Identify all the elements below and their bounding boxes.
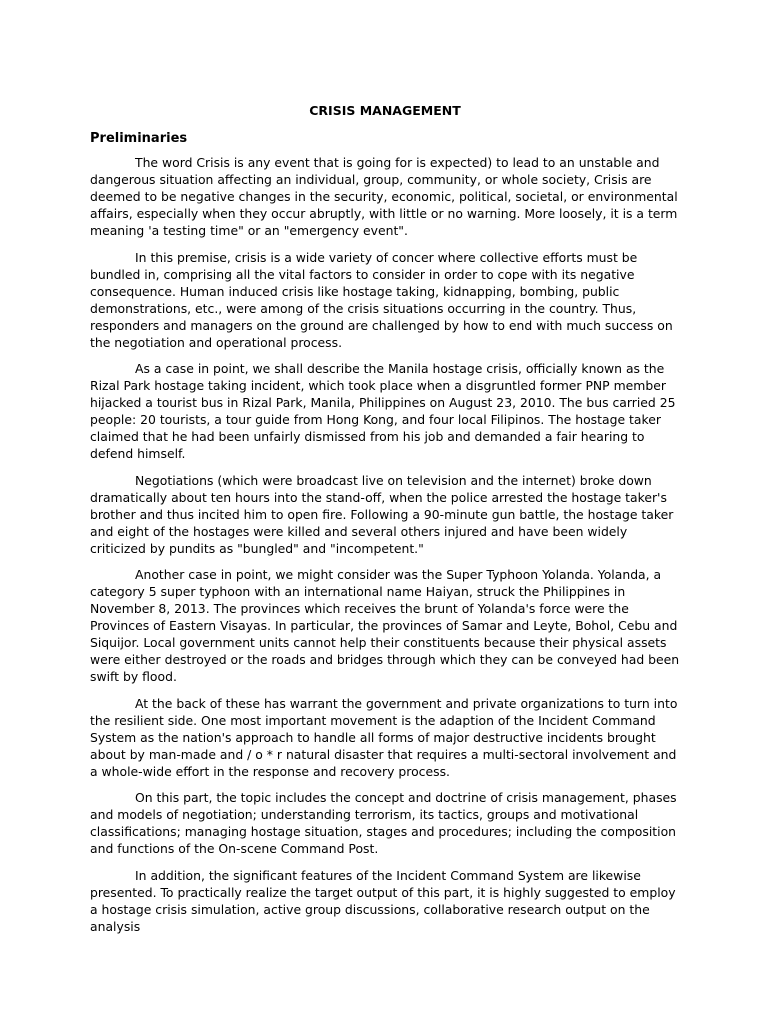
paragraph: As a case in point, we shall describe the Manila hostage crisis, officially known as the Rizal Park hostage taking incident, which took place when a disgruntled former PNP member hijacked a tourist bus in Rizal Park, Manila, Philippines on August 23, 2010. The bus carried 25 people: 20 tourists, a tour guide from Hong Kong, and four local Filipinos. The hostage taker claimed that he had been unfairly dismissed from his job and demanded a fair hearing to defend himself. [90,361,676,461]
paragraph: Negotiations (which were broadcast live on television and the internet) broke down dramatically about ten hours into the stand-off, when the police arrested the hostage taker's brother and thus incited him to open fire. Following a 90-minute gun battle, the hostage taker and eight of the hostages were killed and several others injured and have been widely criticized by pundits as "bungled" and "incompetent." [90,472,674,556]
document-page [90,102,680,944]
paragraph: In addition, the significant features of the Incident Command System are likewise presented. To practically realize the target output of this part, it is highly suggested to employ a hostage crisis simulation, active group discussions, collaborative research output on the analysis [90,867,676,934]
document-title: CRISIS MANAGEMENT [309,103,461,118]
paragraph: In this premise, crisis is a wide variety of concer where collective efforts must be bundled in, comprising all the vital factors to consider in order to cope with its negative consequence. Human induced crisis like hostage taking, kidnapping, bombing, public demonstrations, etc., were among of the crisis situations occurring in the country. Thus, responders and managers on the ground are challenged by how to end with much success on the negotiation and operational process. [90,249,673,350]
paragraph: On this part, the topic includes the concept and doctrine of crisis management, phases and models of negotiation; understanding terrorism, its tactics, groups and motivational classifications; managing hostage situation, stages and procedures; including the composition and functions of the On-scene Command Post. [90,790,677,856]
paragraph: The word Crisis is any event that is going for is expected) to lead to an unstable and dangerous situation affecting an individual, group, community, or whole society, Crisis are deemed to be negative changes in the security, economic, political, societal, or environmental affairs, especially when they occur abruptly, with little or no warning. More loosely, it is a term meaning 'a testing time" or an "emergency event". [90,155,678,238]
paragraph: At the back of these has warrant the government and private organizations to turn into the resilient side. One most important movement is the adaption of the Incident Command System as the nation's approach to handle all forms of major destructive incidents brought about by man-made and / o * r natural disaster that requires a multi-sectoral involvement and a whole-wide effort in the response and recovery process. [90,695,678,779]
paragraph: Another case in point, we might consider was the Super Typhoon Yolanda. Yolanda, a category 5 super typhoon with an international name Haiyan, struck the Philippines in November 8, 2013. The provinces which receives the brunt of Yolanda's force were the Provinces of Eastern Visayas. In particular, the provinces of Samar and Leyte, Bohol, Cebu and Siquijor. Local government units cannot help their constituents because their physical assets were either destroyed or the roads and bridges through which they can be conveyed had been swift by flood. [90,567,680,684]
section-heading: Preliminaries [90,131,188,146]
